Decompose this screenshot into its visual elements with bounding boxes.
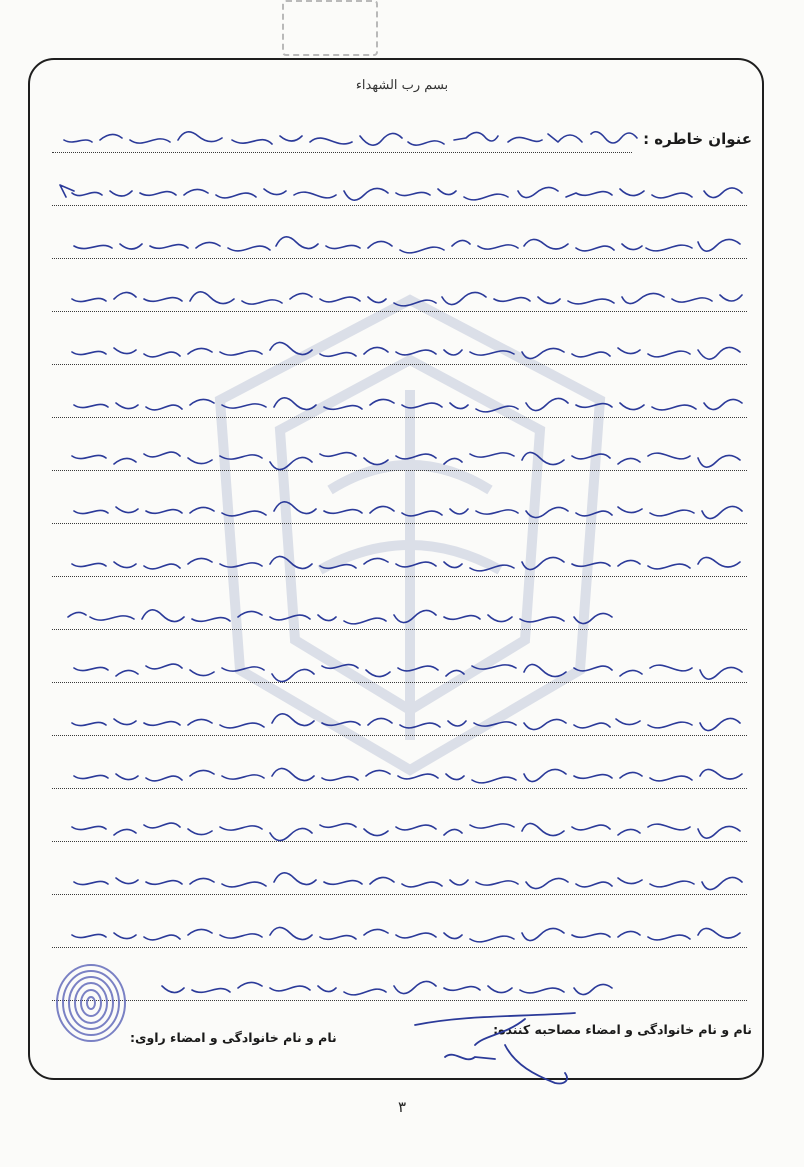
handwriting-line	[52, 701, 747, 745]
corner-stamp	[282, 0, 378, 56]
handwriting-line	[52, 118, 642, 162]
handwriting-line	[52, 648, 747, 692]
handwriting-line	[52, 754, 747, 798]
handwriting-line	[52, 542, 747, 586]
page-number: ۳	[397, 1098, 407, 1116]
signature-icon	[405, 1005, 585, 1095]
interviewer-signature-label: نام و نام خانوادگی و امضاء مصاحبه کننده:	[493, 1022, 752, 1037]
handwriting-line	[52, 277, 747, 321]
handwriting-line	[52, 966, 747, 1010]
handwriting-line	[52, 860, 747, 904]
narrator-signature-label: نام و نام خانوادگی و امضاء راوی:	[130, 1030, 337, 1045]
fingerprint-icon	[52, 962, 130, 1044]
handwriting-line	[52, 330, 747, 374]
handwriting-line	[52, 436, 747, 480]
handwriting-line	[52, 913, 747, 957]
title-label: عنوان خاطره :	[643, 130, 752, 148]
handwriting-line	[52, 224, 747, 268]
handwriting-line	[52, 383, 747, 427]
handwriting-line	[52, 807, 747, 851]
handwriting-line	[52, 489, 747, 533]
basmala-header: بسم رب الشهداء	[355, 78, 449, 93]
handwriting-line	[52, 595, 747, 639]
handwriting-line	[52, 171, 747, 215]
